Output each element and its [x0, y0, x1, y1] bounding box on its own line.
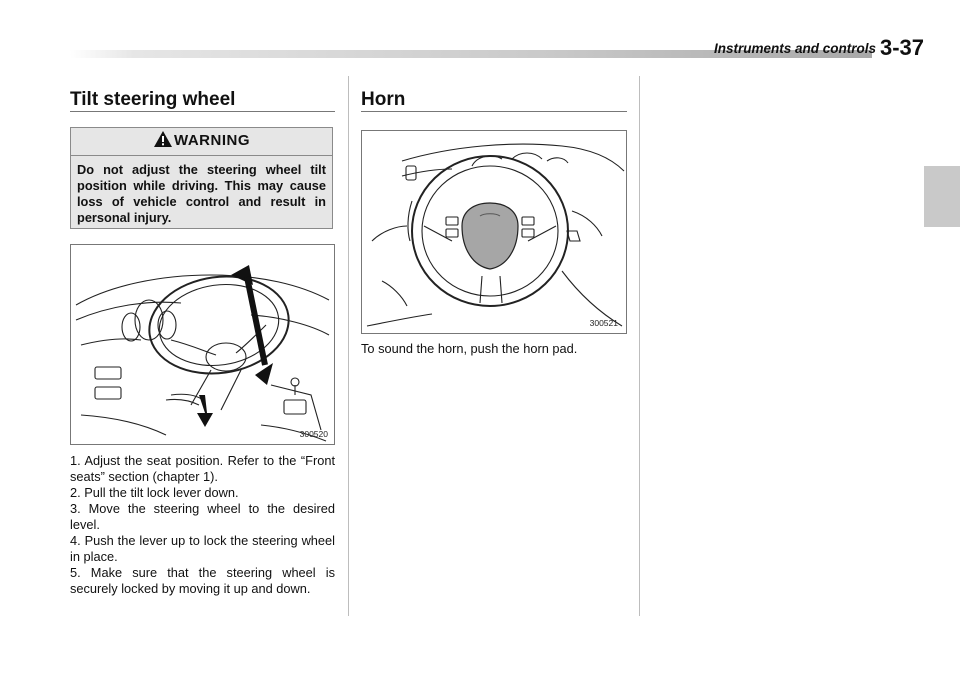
horn-heading-rule — [361, 111, 627, 112]
tilt-arrow — [231, 265, 273, 385]
horn-figure — [361, 130, 627, 334]
tilt-steering-illustration — [71, 245, 334, 444]
warning-header — [71, 128, 332, 156]
warning-box — [70, 127, 333, 229]
step-3: 3. Move the steering wheel to the desired level. — [70, 501, 335, 532]
warning-triangle-icon — [153, 130, 173, 148]
step-5: 5. Make sure that the steering wheel is securely locked by moving it up and down. — [70, 565, 335, 596]
step-2: 2. Pull the tilt lock lever down. — [70, 485, 239, 500]
horn-pad-icon — [462, 203, 518, 269]
tilt-heading-rule — [70, 111, 335, 112]
horn-illustration — [362, 131, 626, 333]
horn-heading: Horn — [361, 89, 406, 110]
column-divider-left — [348, 76, 349, 616]
tilt-steering-figure — [70, 244, 335, 445]
figure-code-300520: 300520 — [299, 429, 328, 439]
step-4: 4. Push the lever up to lock the steering wheel in place. — [70, 533, 335, 564]
page-number: 3-37 — [880, 35, 925, 60]
tilt-steering-heading: Tilt steering wheel — [70, 89, 236, 110]
step-1: 1. Adjust the seat position. Refer to the “Front seats” section (chapter 1). — [70, 453, 335, 484]
procedure-steps — [70, 453, 335, 597]
warning-text: Do not adjust the steering wheel tilt position while driving. This may cause loss of vehicle control and result in personal injury. — [77, 162, 326, 225]
figure-code-300521: 300521 — [589, 318, 618, 328]
chapter-side-tab — [924, 166, 960, 227]
horn-instruction: To sound the horn, push the horn pad. — [361, 341, 578, 356]
header-section-title: Instruments and controls — [713, 41, 876, 56]
column-divider-right — [639, 76, 640, 616]
warning-title: WARNING — [174, 132, 250, 149]
